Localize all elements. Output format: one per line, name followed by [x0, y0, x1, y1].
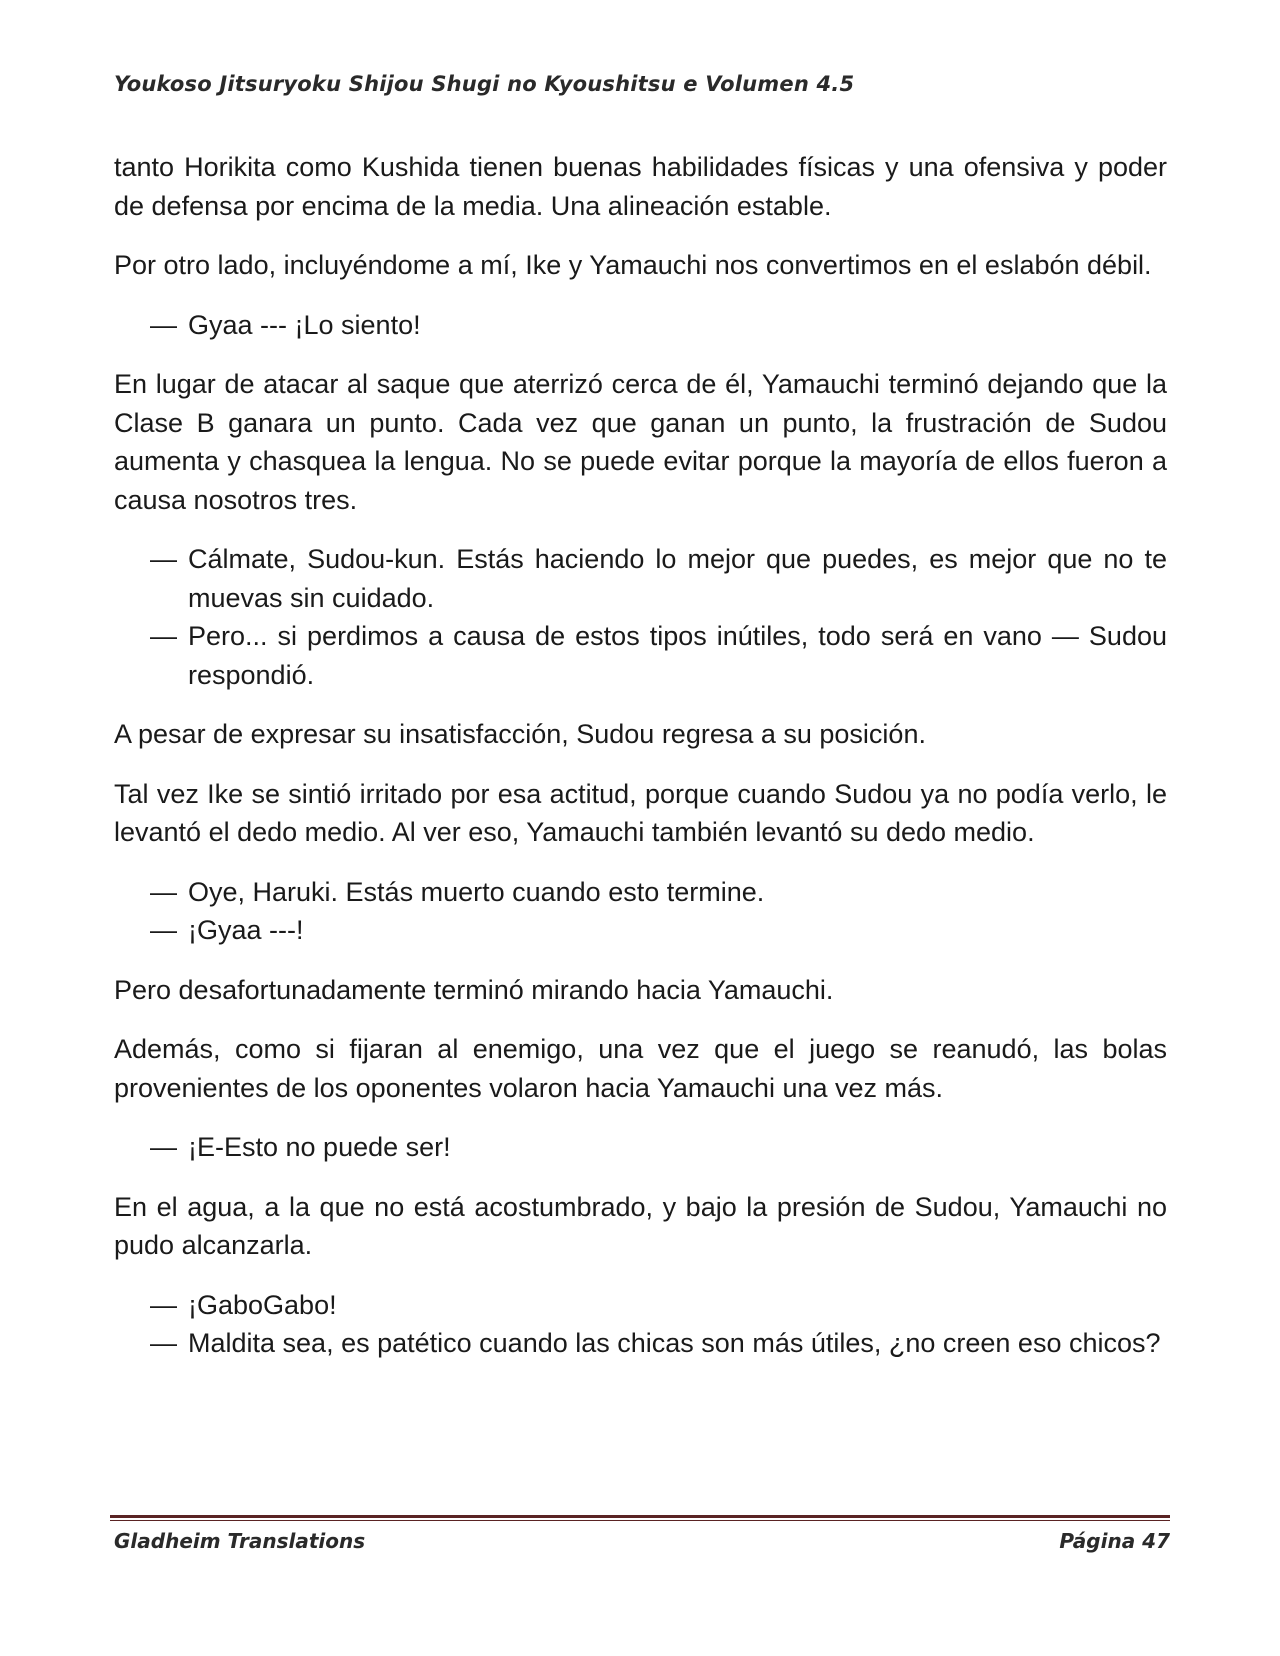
dialogue-dash: —	[150, 544, 177, 574]
paragraph: tanto Horikita como Kushida tienen buenas habilidades físicas y una ofensiva y poder de defensa por encima de la media. Una alineación estable.	[114, 152, 1167, 221]
paragraph: En el agua, a la que no está acostumbrado, y bajo la presión de Sudou, Yamauchi no pudo alcanzarla.	[114, 1191, 1167, 1260]
footer-divider	[110, 1515, 1170, 1521]
dialogue-dash: —	[150, 309, 177, 340]
paragraph: Tal vez Ike se sintió irritado por esa actitud, porque cuando Sudou ya no podía verlo, le levantó el dedo medio. Al ver eso, Yamauchi también levantó su dedo medio.	[114, 778, 1167, 847]
dialogue-text: Oye, Haruki. Estás muerto cuando esto termine.	[188, 876, 765, 907]
dialogue-line	[150, 1324, 1167, 1363]
dialogue-text: ¡E-Esto no puede ser!	[188, 1132, 451, 1162]
dialogue-text: Cálmate, Sudou-kun. Estás haciendo lo mejor que puedes, es mejor que no te muevas sin cuidado.	[188, 544, 1167, 613]
dialogue-group	[114, 1128, 1167, 1167]
dialogue-dash: —	[150, 621, 177, 651]
page-number: Página 47	[1059, 1529, 1170, 1553]
paragraph: En lugar de atacar al saque que aterrizó cerca de él, Yamauchi terminó dejando que la Clase B ganara un punto. Cada vez que ganan un punto, la frustración de Sudou aumenta y chasquea la lengua. No se puede evitar porque la mayoría de ellos fueron a causa nosotros tres.	[114, 369, 1167, 515]
dialogue-line	[150, 306, 1167, 345]
paragraph: Pero desafortunadamente terminó mirando hacia Yamauchi.	[114, 974, 834, 1005]
dialogue-dash: —	[150, 1328, 177, 1358]
dialogue-text: Gyaa --- ¡Lo siento!	[188, 309, 421, 340]
dialogue-dash: —	[150, 1289, 177, 1320]
dialogue-dash: —	[150, 915, 177, 945]
footer-credit: Gladheim Translations	[114, 1529, 366, 1553]
dialogue-text: Pero... si perdimos a causa de estos tipos inútiles, todo será en vano — Sudou respondió.	[188, 621, 1167, 690]
paragraph: Además, como si fijaran al enemigo, una vez que el juego se reanudó, las bolas provenientes de los oponentes volaron hacia Yamauchi una vez más.	[114, 1034, 1167, 1103]
dialogue-line	[150, 873, 1167, 912]
dialogue-group	[114, 306, 1167, 345]
dialogue-text: ¡Gyaa ---!	[188, 915, 304, 945]
dialogue-dash: —	[150, 1132, 177, 1162]
dialogue-line	[150, 1286, 1167, 1325]
paragraph: A pesar de expresar su insatisfacción, Sudou regresa a su posición.	[114, 719, 926, 749]
dialogue-line	[150, 540, 1167, 617]
page-body	[114, 148, 1167, 1384]
paragraph: Por otro lado, incluyéndome a mí, Ike y Yamauchi nos convertimos en el eslabón débil.	[114, 250, 1152, 280]
dialogue-text: ¡GaboGabo!	[188, 1289, 337, 1320]
dialogue-line	[150, 1128, 1167, 1167]
dialogue-group	[114, 540, 1167, 694]
dialogue-group	[114, 1286, 1167, 1363]
running-header: Youkoso Jitsuryoku Shijou Shugi no Kyoushitsu e Volumen 4.5	[114, 72, 855, 96]
dialogue-line	[150, 617, 1167, 694]
dialogue-dash: —	[150, 876, 177, 907]
dialogue-line	[150, 911, 1167, 950]
dialogue-group	[114, 873, 1167, 950]
dialogue-text: Maldita sea, es patético cuando las chicas son más útiles, ¿no creen eso chicos?	[188, 1328, 1161, 1358]
